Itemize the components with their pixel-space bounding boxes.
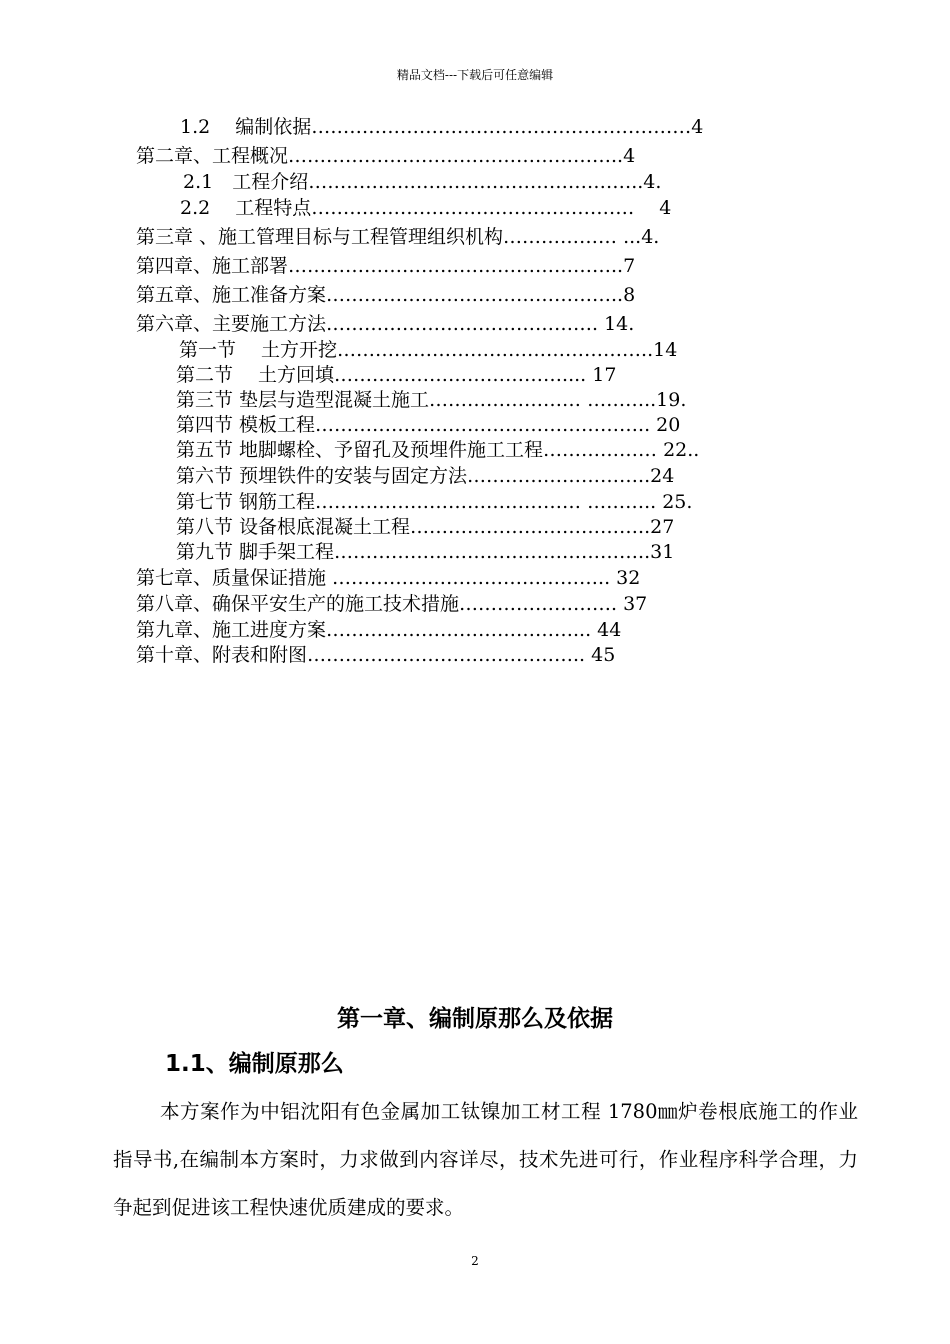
toc-entry-chapter-7: 第七章、质量保证措施 …………………………………….. 32: [136, 567, 641, 589]
toc-entry-section-6: 第六节 预埋铁件的安装与固定方法………………………..24: [176, 465, 675, 487]
toc-entry-chapter-2: 第二章、工程概况……………………………………………..4: [136, 145, 636, 167]
section-title: 1.1、编制原那么: [165, 1051, 344, 1077]
toc-entry-2-1: 2.1 工程介绍……………………………………………..4.: [183, 171, 662, 193]
toc-entry-section-2: 第二节 土方回填……………………………….... 17: [176, 364, 617, 386]
toc-entry-chapter-10: 第十章、附表和附图…………………………………….. 45: [136, 644, 616, 666]
toc-entry-chapter-3: 第三章 、施工管理目标与工程管理组织机构……………… ...4.: [136, 226, 660, 248]
toc-entry-chapter-9: 第九章、施工进度方案…………………………………... 44: [136, 619, 622, 641]
body-paragraph: 本方案作为中铝沈阳有色金属加工钛镍加工材工程 1780㎜炉卷根底施工的作业指导书,在编制本方案时，力求做到内容详尽，技术先进可行，作业程序科学合理，力争起到促进该工程快速优质建成的要求。: [113, 1100, 858, 1219]
page-number: 2: [471, 1254, 479, 1268]
toc-entry-section-5: 第五节 地脚螺栓、予留孔及预埋件施工工程……………… 22..: [176, 439, 700, 461]
toc-entry-section-7: 第七节 钢筋工程…………………………………… ……….. 25.: [176, 491, 693, 513]
page-header: 精品文档---下载后可任意编辑: [396, 68, 554, 82]
toc-entry-chapter-6: 第六章、主要施工方法……………………………………. 14.: [136, 313, 635, 335]
toc-entry-section-3: 第三节 垫层与造型混凝土施工…………………… ………..19.: [176, 389, 687, 411]
toc-entry-section-8: 第八节 设备根底混凝土工程………………………………..27: [176, 516, 675, 538]
toc-entry-2-2: 2.2 工程特点…………………………………………… 4: [180, 197, 672, 219]
toc-entry-section-4: 第四节 模板工程…………………………………………….. 20: [176, 414, 681, 436]
toc-entry-chapter-8: 第八章、确保平安生产的施工技术措施……………………. 37: [136, 593, 648, 615]
toc-entry-chapter-5: 第五章、施工准备方案………………………………………..8: [136, 284, 636, 306]
toc-entry-section-1: 第一节 土方开挖…………………………………………..14: [179, 339, 678, 361]
toc-entry-1-2: 1.2 编制依据……………………………………………………4: [180, 116, 704, 138]
toc-entry-section-9: 第九节 脚手架工程…………………………………………..31: [176, 541, 675, 563]
toc-entry-chapter-4: 第四章、施工部署……………………………………………..7: [136, 255, 636, 277]
chapter-title: 第一章、编制原那么及依据: [337, 1006, 613, 1032]
